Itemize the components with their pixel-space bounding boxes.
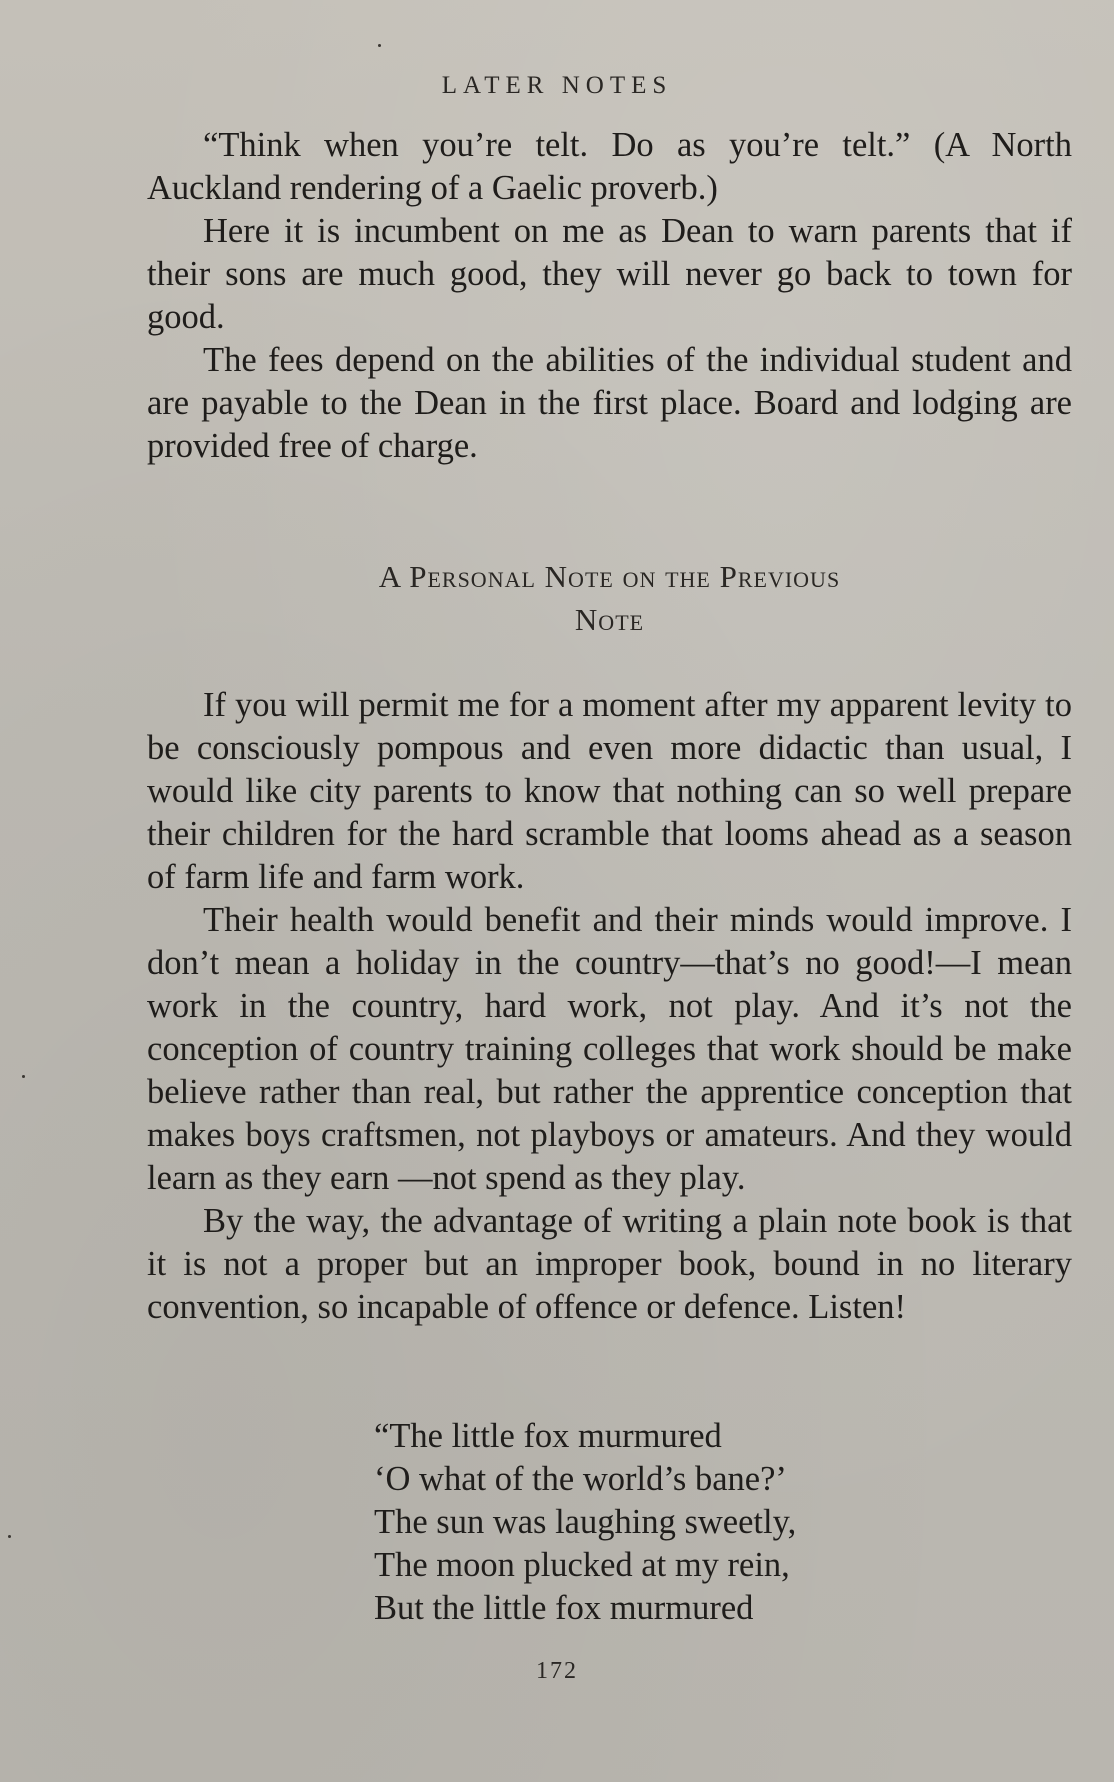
paragraph-dean-warning: Here it is incumbent on me as Dean to warn parents that if their sons are much good, they will never go back to town for good. — [147, 212, 1072, 336]
paragraph-note-book: By the way, the advantage of writing a plain note book is that it is not a proper but an improper book, bound in no literary convention, so incapable of offence or defence. Listen! — [147, 1202, 1072, 1326]
verse-line: “The little fox murmured — [374, 1417, 722, 1455]
top-text-block — [147, 124, 1072, 468]
paragraph-fees: The fees depend on the abilities of the individual student and are payable to the Dean in the first place. Board and lodging are provided free of charge. — [147, 341, 1072, 465]
section-body — [147, 684, 1072, 1329]
paragraph-proverb: “Think when you’re telt. Do as you’re telt.” (A North Auckland rendering of a Gaelic proverb.) — [147, 126, 1072, 207]
running-head: LATER NOTES — [441, 72, 673, 99]
verse-quotation — [374, 1415, 974, 1630]
paragraph-city-parents: If you will permit me for a moment after my apparent levity to be consciously pompous and even more didactic than usual, I would like city parents to know that nothing can so well prepare their children for the hard scramble that looms ahead as a season of farm life and farm work. — [147, 686, 1072, 896]
section-heading — [147, 555, 1072, 641]
section-heading-line-2: Note — [574, 602, 645, 637]
ink-speck — [378, 44, 381, 47]
ink-speck — [8, 1535, 11, 1538]
paragraph-health: Their health would benefit and their minds would improve. I don’t mean a holiday in the country—that’s no good!—I mean work in the country, hard work, not play. And it’s not the conception of country training colleges that work should be make believe rather than real, but rather the apprentice conception that makes boys craftsmen, not playboys or amateurs. And they would learn as they earn —not spend as they play. — [147, 901, 1072, 1197]
ink-speck — [22, 1075, 25, 1078]
verse-line: The moon plucked at my rein, — [374, 1546, 790, 1584]
verse-line: But the little fox murmured — [374, 1589, 754, 1627]
section-heading-line-1: A Personal Note on the Previous — [378, 559, 841, 594]
page-number: 172 — [536, 1658, 578, 1684]
verse-line: ‘O what of the world’s bane?’ — [374, 1460, 787, 1498]
verse-line: The sun was laughing sweetly, — [374, 1503, 797, 1541]
